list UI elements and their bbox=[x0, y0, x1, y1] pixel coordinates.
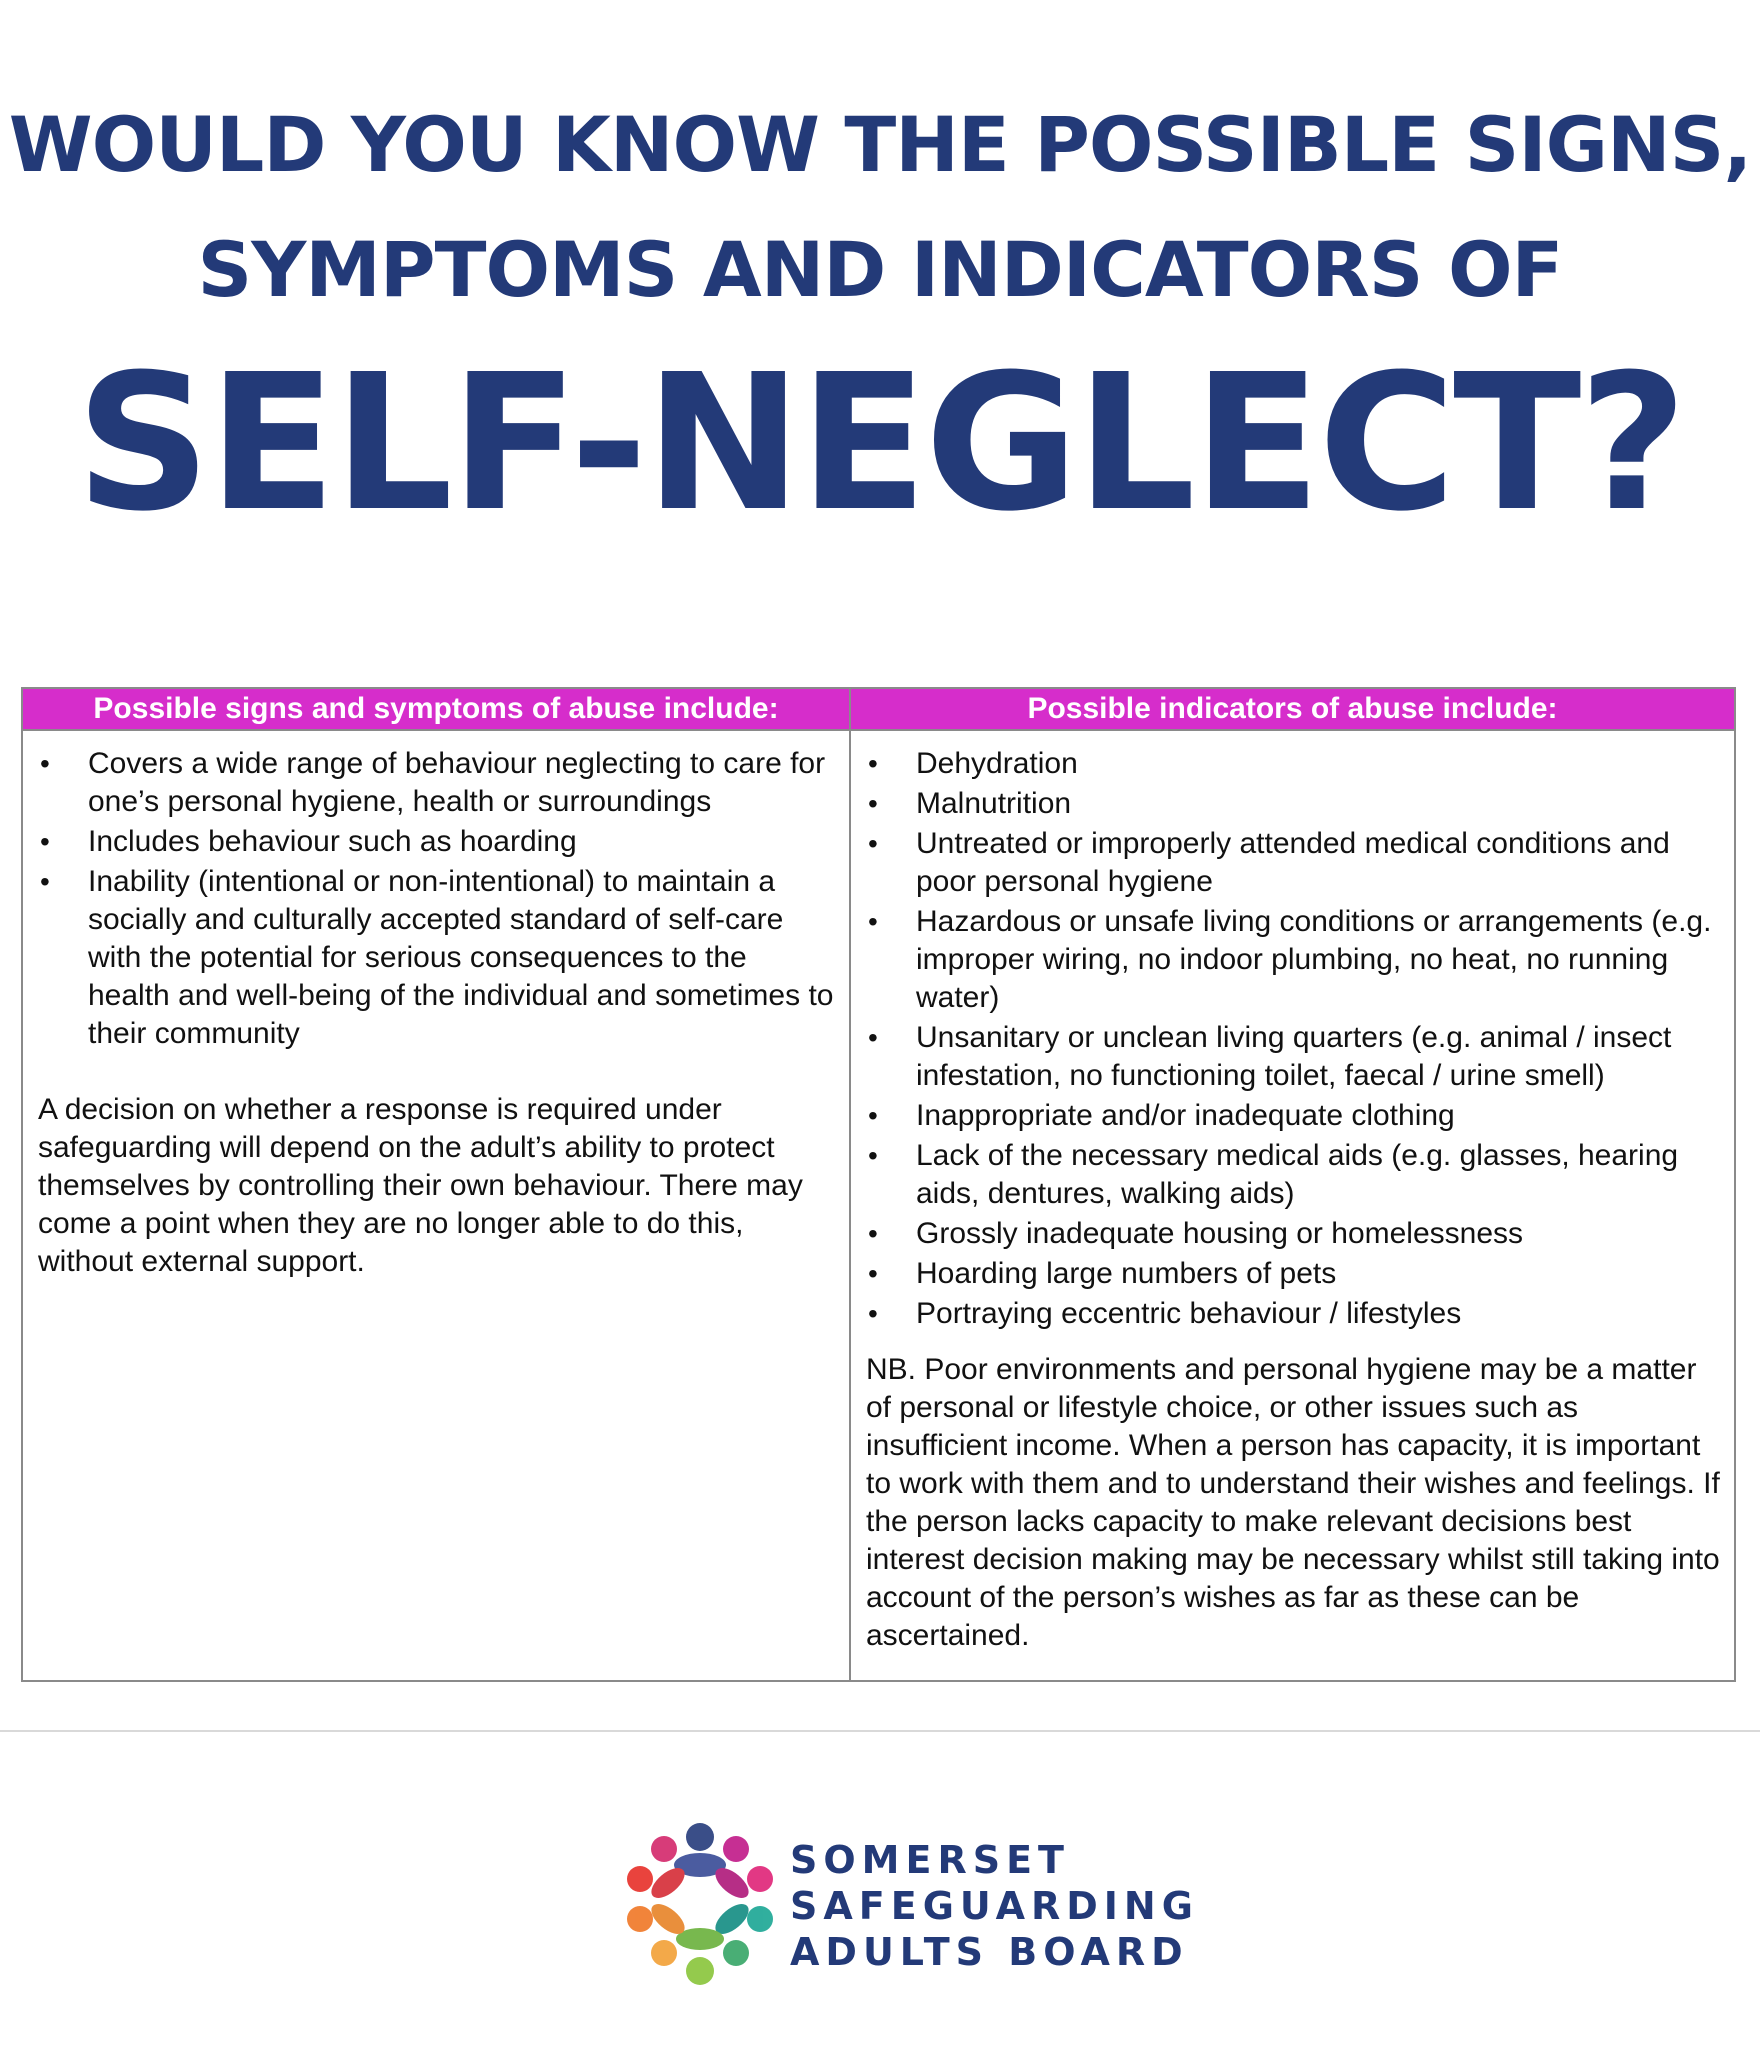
logo-text-line-2: SAFEGUARDING bbox=[790, 1884, 1199, 1928]
indicators-column bbox=[851, 689, 1734, 1680]
list-item: • Includes behaviour such as hoarding bbox=[38, 823, 835, 861]
indicators-column-header: Possible indicators of abuse include: bbox=[851, 689, 1734, 731]
signs-column-body bbox=[23, 731, 849, 1281]
organisation-logo bbox=[620, 1815, 1199, 1995]
indicators-list bbox=[866, 745, 1720, 1333]
list-item: • Covers a wide range of behaviour neglecting to care for one’s personal hygiene, health or surroundings bbox=[38, 745, 835, 821]
footer-divider bbox=[0, 1730, 1760, 1732]
list-item: • Unsanitary or unclean living quarters (e.g. animal / insect infestation, no functioning toilet, faecal / urine smell) bbox=[866, 1019, 1720, 1095]
signs-list bbox=[38, 745, 835, 1053]
signs-paragraph: A decision on whether a response is required under safeguarding will depend on the adult’s ability to protect themselves by controlling their own behaviour. There may come a point when they are no longer able to do this, without external support. bbox=[38, 1093, 803, 1278]
headline-main-title: SELF-NEGLECT? bbox=[75, 334, 1685, 553]
list-item: • Untreated or improperly attended medical conditions and poor personal hygiene bbox=[866, 825, 1720, 901]
logo-text-line-1: SOMERSET bbox=[790, 1838, 1070, 1882]
logo-text-line-3: ADULTS BOARD bbox=[790, 1930, 1189, 1974]
list-item: • Inappropriate and/or inadequate clothing bbox=[866, 1097, 1720, 1135]
indicators-note-paragraph: NB. Poor environments and personal hygiene may be a matter of personal or lifestyle choice, or other issues such as insufficient income. When a person has capacity, it is important to work with them and to understand their wishes and feelings. If the person lacks capacity to make relevant decisions best interest decision making may be necessary whilst still taking into account of the person’s wishes as far as these can be ascertained. bbox=[866, 1353, 1720, 1652]
list-item: • Inability (intentional or non-intentional) to maintain a socially and culturally accepted standard of self-care with the potential for serious consequences to the health and well-being of the individual and sometimes to their community bbox=[38, 863, 835, 1053]
people-circle-logo-icon bbox=[620, 1815, 780, 1995]
list-item: • Lack of the necessary medical aids (e.g. glasses, hearing aids, dentures, walking aids) bbox=[866, 1137, 1720, 1213]
organisation-name bbox=[790, 1837, 1199, 1975]
list-item: • Dehydration bbox=[866, 745, 1720, 783]
list-item: • Hoarding large numbers of pets bbox=[866, 1255, 1720, 1293]
headline-line-2: SYMPTOMS AND INDICATORS OF bbox=[197, 225, 1563, 314]
headline-line-1: WOULD YOU KNOW THE POSSIBLE SIGNS, bbox=[8, 100, 1752, 189]
list-item: • Portraying eccentric behaviour / lifestyles bbox=[866, 1295, 1720, 1333]
list-item: • Hazardous or unsafe living conditions or arrangements (e.g. improper wiring, no indoor plumbing, no heat, no running water) bbox=[866, 903, 1720, 1017]
signs-column-header: Possible signs and symptoms of abuse include: bbox=[23, 689, 849, 731]
list-item: • Malnutrition bbox=[866, 785, 1720, 823]
indicators-column-body bbox=[851, 731, 1734, 1655]
signs-column bbox=[23, 689, 851, 1680]
indicators-table bbox=[21, 687, 1736, 1682]
list-item: • Grossly inadequate housing or homelessness bbox=[866, 1215, 1720, 1253]
